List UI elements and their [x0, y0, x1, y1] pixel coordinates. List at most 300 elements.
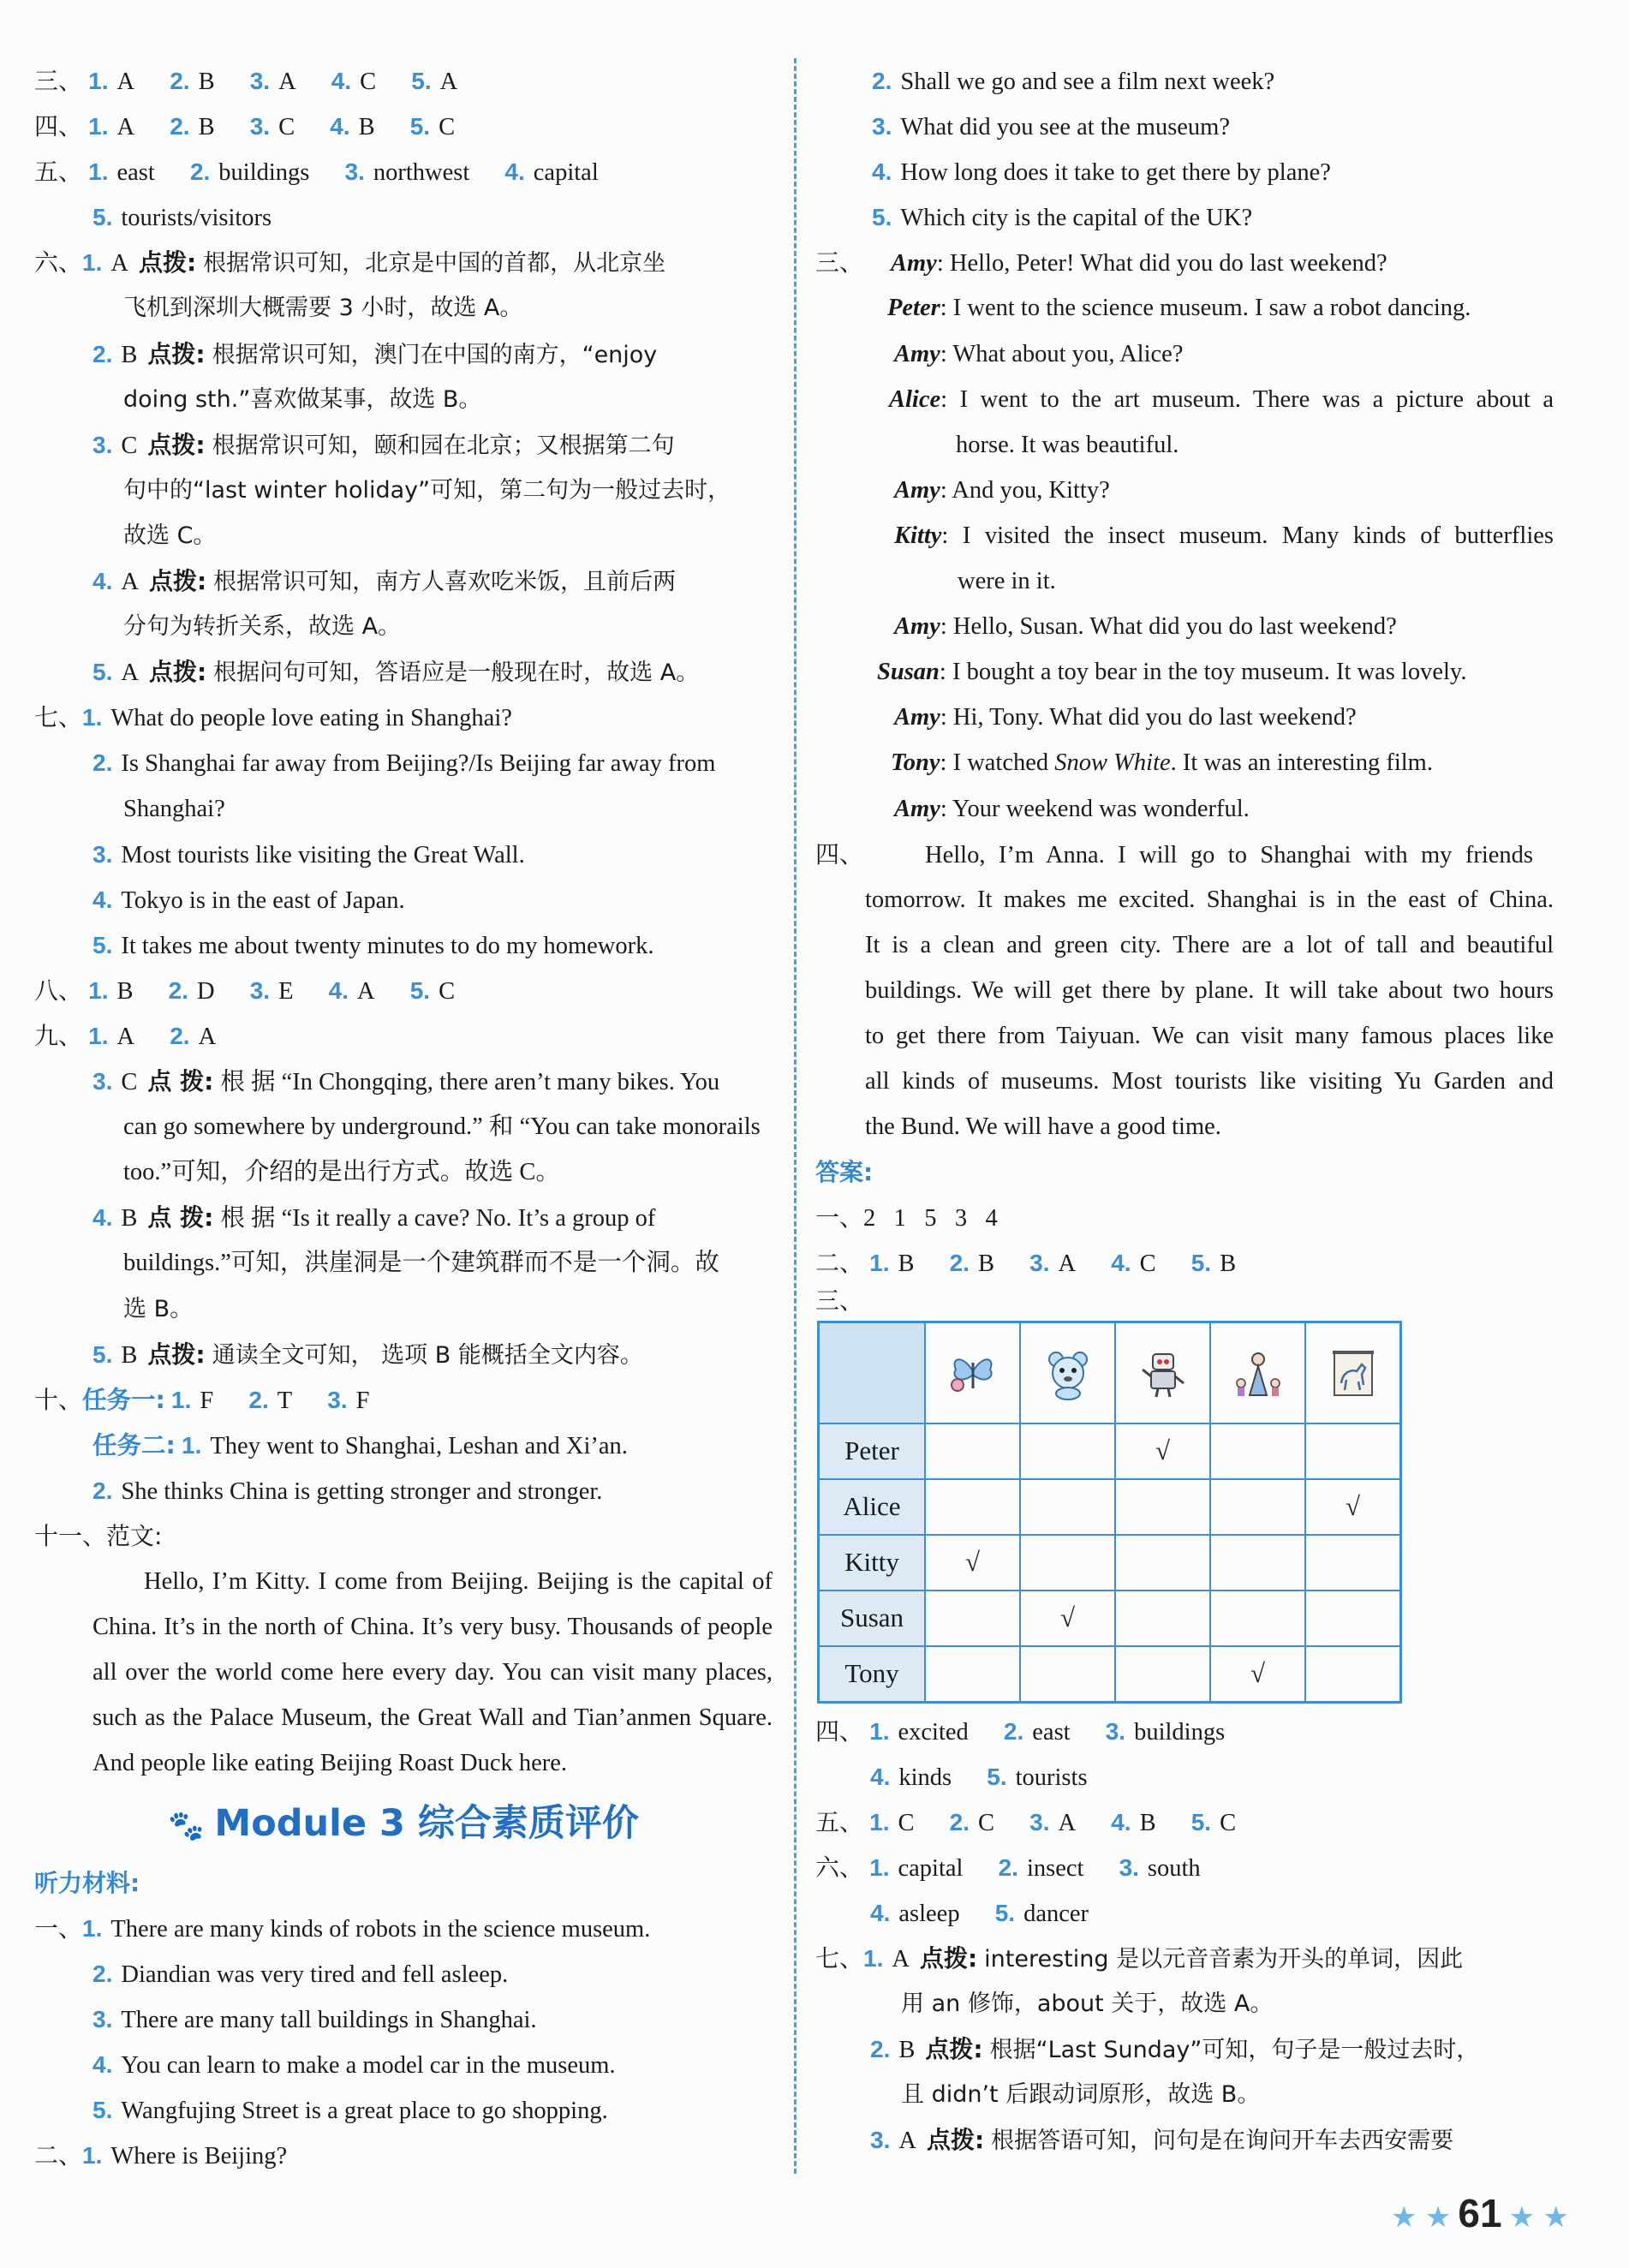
item-number: 3. — [249, 68, 271, 94]
hint-label: 点拨: — [925, 2035, 983, 2064]
star-icon: ★ ★ — [1390, 2201, 1452, 2234]
item-number: 1. — [869, 1853, 890, 1881]
answer: B — [116, 977, 134, 1005]
item-number: 4. — [1111, 1808, 1131, 1835]
check-cell — [1115, 1479, 1210, 1535]
item-number: 4. — [331, 68, 352, 94]
page-number — [1391, 2187, 1569, 2239]
answer: east — [1032, 1718, 1071, 1746]
answer: A — [116, 1023, 135, 1050]
check-cell — [1210, 1535, 1305, 1591]
answer: B — [978, 1250, 995, 1278]
page-number-text: 61 — [1458, 2191, 1502, 2235]
table-row — [819, 1479, 1401, 1535]
item-number: 1. — [182, 1431, 202, 1459]
answer: dancer — [1023, 1900, 1089, 1927]
answer: east — [116, 159, 155, 187]
answers-section-2 — [815, 1240, 1554, 1286]
section-number: 六、 — [815, 1853, 864, 1882]
row-name: Susan — [819, 1591, 926, 1646]
answer: What do people love eating in Shanghai? — [110, 705, 512, 732]
table-row — [819, 1535, 1401, 1591]
hint-text: 根据“Last Sunday”可知，句子是一般过去时， — [989, 2037, 1480, 2064]
item-number: 3. — [1105, 1717, 1126, 1745]
answer: F — [200, 1387, 214, 1414]
section-number: 三、 — [815, 1286, 864, 1315]
essay-line: China. It’s in the north of China. It’s very busy. Thousands of people — [92, 1614, 773, 1641]
item-number: 3. — [344, 158, 365, 186]
answer: tourists — [1015, 1764, 1088, 1791]
section-number: 四、 — [815, 839, 864, 868]
check-cell — [1305, 1591, 1401, 1646]
listening-dialogue — [815, 240, 1554, 831]
dialogue-text: : Your weekend was wonderful. — [940, 795, 1250, 822]
section-number: 十、 — [34, 1385, 83, 1414]
hint-text: 故选 C。 — [123, 522, 217, 549]
answer-table — [817, 1321, 1402, 1704]
answer: T — [277, 1387, 293, 1414]
answer: insect — [1026, 1854, 1084, 1882]
passage-line: buildings. We will get there by plane. It will take about two hours — [865, 976, 1554, 1004]
hint-text: 根据问句可知，答语应是一般现在时，故选 A。 — [213, 660, 700, 687]
item-number: 2. — [168, 976, 188, 1004]
item-number: 4. — [330, 113, 350, 140]
section-5-answers — [34, 149, 773, 194]
row-name: Kitty — [819, 1535, 926, 1591]
answer: A — [356, 977, 375, 1005]
hint-text: 通读全文可知， 选项 B 能概括全文内容。 — [212, 1341, 643, 1369]
item-number: 2. — [92, 1477, 113, 1504]
section-number: 三、 — [34, 67, 83, 95]
answer: A — [439, 69, 458, 95]
speaker: Amy — [894, 795, 940, 822]
answer: tourists/visitors — [121, 205, 272, 232]
dialogue-text: : I watched — [940, 749, 1055, 777]
answer: She thinks China is getting stronger and stronger. — [121, 1477, 603, 1505]
item-number: 5. — [994, 1899, 1016, 1926]
item-number: 2. — [170, 113, 190, 140]
check-cell — [925, 1646, 1020, 1703]
script-line: What did you see at the museum? — [900, 114, 1230, 141]
check-cell — [1305, 1423, 1401, 1479]
item-number: 2. — [92, 340, 113, 367]
item-number: 3. — [92, 840, 113, 868]
answers-section-7 — [815, 1936, 1554, 2163]
speaker: Amy — [894, 340, 940, 367]
section-number: 三、 — [815, 248, 864, 278]
section-number: 九、 — [34, 1021, 83, 1050]
item-number: 3. — [1119, 1853, 1139, 1881]
answer: C — [439, 977, 456, 1005]
dialogue-text: : Hello, Susan. What did you do last weekend? — [940, 613, 1397, 641]
check-cell — [1020, 1535, 1115, 1591]
table-corner — [819, 1322, 926, 1423]
item-number: 4. — [92, 886, 113, 913]
speaker: Susan — [877, 659, 940, 686]
answer: buildings — [1134, 1718, 1226, 1746]
answer: south — [1147, 1854, 1201, 1882]
item-number: 5. — [1190, 1808, 1212, 1835]
item-number: 5. — [92, 659, 113, 686]
dialogue-text: : I visited the insect museum. Many kinds of butterflies — [941, 522, 1554, 549]
answer: Tokyo is in the east of Japan. — [121, 886, 405, 914]
passage-line: to get there from Taiyuan. We can visit many famous places like — [865, 1022, 1554, 1049]
section-10-answers — [34, 1377, 773, 1513]
answer: D — [197, 977, 215, 1005]
section-number: 一、 — [34, 1913, 83, 1943]
hint-text: 根据常识可知，澳门在中国的南方，“enjoy — [212, 341, 658, 368]
hint-label: 点 拨: — [147, 1203, 214, 1232]
check-cell — [1020, 1423, 1115, 1479]
check-cell — [1115, 1646, 1210, 1703]
hint-label: 点拨: — [138, 248, 197, 278]
left-column — [34, 58, 773, 2178]
answer: Is Shanghai far away from Beijing?/Is Beijing far away from — [121, 750, 716, 778]
answers-section-1 — [815, 1195, 1554, 1240]
answer: capital — [898, 1854, 964, 1882]
answer: B — [1220, 1250, 1237, 1278]
listening-passage — [815, 832, 1554, 1150]
hint-text: 根据常识可知，北京是中国的首都，从北京坐 — [203, 250, 666, 278]
item-number: 4. — [92, 2050, 113, 2078]
hint-label: 点拨: — [147, 339, 206, 368]
item-number: 3. — [327, 1386, 348, 1413]
check-cell — [925, 1591, 1020, 1646]
section-9-answers — [34, 1013, 773, 1377]
item-number: 5. — [92, 2097, 113, 2124]
section-number: 七、 — [34, 703, 83, 732]
answer: A — [121, 660, 139, 687]
item-number: 5. — [1190, 1250, 1212, 1277]
answer: A — [278, 69, 296, 95]
item-number: 2. — [170, 1022, 190, 1049]
hint-text: 根据常识可知，颐和园在北京；又根据第二句 — [212, 432, 675, 459]
check-cell — [1210, 1479, 1305, 1535]
answer: C — [1220, 1809, 1237, 1836]
script-line: Wangfujing Street is a great place to go shopping. — [121, 2098, 608, 2125]
answer: 2 1 5 3 4 — [863, 1205, 998, 1232]
script-line: Shall we go and see a film next week? — [900, 69, 1275, 95]
answer: C — [898, 1809, 915, 1836]
hint-text: 根 据 “Is it really a cave? No. It’s a group of — [220, 1205, 656, 1232]
answer: B — [198, 69, 215, 95]
section-number: 五、 — [34, 158, 83, 187]
section-number: 五、 — [815, 1807, 864, 1836]
check-cell — [925, 1423, 1020, 1479]
essay-line: And people like eating Beijing Roast Duck here. — [92, 1750, 568, 1777]
passage-line: all kinds of museums. Most tourists like visiting Yu Garden and — [865, 1068, 1554, 1095]
passage-line: tomorrow. It makes me excited. Shanghai is in the east of China. — [865, 886, 1554, 913]
item-number: 5. — [92, 204, 113, 231]
answers-section-5 — [815, 1799, 1554, 1845]
row-name: Peter — [819, 1423, 926, 1479]
section-11-sample-essay — [34, 1513, 773, 1787]
item-number: 3. — [249, 976, 271, 1004]
film-title: Snow White — [1054, 749, 1171, 777]
section-8-answers — [34, 968, 773, 1013]
item-number: 2. — [872, 68, 892, 94]
answers-section-6 — [815, 1845, 1554, 1936]
item-number: 5. — [92, 931, 113, 958]
speaker: Amy — [894, 613, 940, 641]
hint-text: 根 据 “In Chongqing, there aren’t many bikes. You — [220, 1069, 720, 1096]
answer: A — [110, 250, 128, 278]
hint-text: 根据常识可知，南方人喜欢吃米饭，且前后两 — [213, 569, 677, 596]
answer: A — [121, 569, 139, 596]
check-cell — [1305, 1646, 1401, 1703]
snow-white-picture — [1210, 1322, 1305, 1423]
item-number: 1. — [88, 1022, 109, 1049]
listening-label: 听力材料: — [34, 1868, 140, 1897]
section-number: 八、 — [34, 976, 83, 1005]
hint-text: interesting 是以元音音素为开头的单词，因此 — [984, 1946, 1464, 1973]
hint-text: 分句为转折关系，故选 A。 — [123, 613, 402, 641]
hint-text: can go somewhere by underground.” 和 “You can take monorails — [123, 1113, 761, 1141]
section-number: 四、 — [34, 112, 83, 141]
listening-section-2-cont — [815, 58, 1554, 240]
item-number: 4. — [504, 158, 525, 186]
section-4-answers — [34, 104, 773, 149]
section-7-answers — [34, 695, 773, 968]
answer: C — [1139, 1250, 1156, 1278]
answer: asleep — [898, 1900, 960, 1927]
listening-material — [34, 1860, 773, 2179]
dialogue-text: : I went to the science museum. I saw a robot dancing. — [940, 295, 1471, 322]
check-cell — [1020, 1479, 1115, 1535]
section-5-answers-cont — [34, 194, 773, 240]
speaker: Amy — [891, 250, 937, 278]
hint-label: 点拨: — [147, 1340, 206, 1369]
item-number: 1. — [869, 1808, 890, 1835]
script-line: Diandian was very tired and fell asleep. — [121, 1961, 509, 1988]
answer: It takes me about twenty minutes to do my homework. — [121, 932, 654, 959]
script-line: Which city is the capital of the UK? — [900, 205, 1253, 232]
item-number: 2. — [170, 68, 190, 94]
item-number: 1. — [88, 68, 109, 94]
answer: They went to Shanghai, Leshan and Xi’an. — [210, 1432, 628, 1459]
answer: A — [116, 114, 135, 141]
answer: C — [360, 69, 377, 95]
answer: F — [355, 1387, 370, 1414]
essay-line: such as the Palace Museum, the Great Wall and Tian’anmen Square. — [92, 1704, 773, 1732]
hint-text: 用 an 修饰，about 关于，故选 A。 — [901, 1990, 1274, 2018]
check-cell: √ — [1210, 1646, 1305, 1703]
check-cell — [925, 1479, 1020, 1535]
dialogue-text: . It was an interesting film. — [1170, 749, 1433, 777]
item-number: 3. — [1029, 1250, 1050, 1277]
passage-line: the Bund. We will have a good time. — [865, 1113, 1221, 1141]
item-number: 5. — [92, 1340, 113, 1368]
essay-line: all over the world come here every day. You can visit many places, — [92, 1659, 773, 1686]
passage-line: It is a clean and green city. There are a lot of tall and beautiful — [865, 931, 1554, 958]
robot-picture — [1115, 1322, 1210, 1423]
dialogue-text: : I bought a toy bear in the toy museum. It was lovely. — [939, 659, 1467, 686]
section-number: 六、 — [34, 248, 83, 278]
answer: C — [121, 1069, 138, 1096]
section-number: 一、 — [815, 1203, 864, 1232]
check-cell — [1210, 1591, 1305, 1646]
answer: buildings — [218, 159, 310, 187]
module-title-text: Module 3 综合素质评价 — [214, 1801, 639, 1845]
dialogue-text: : What about you, Alice? — [940, 340, 1184, 367]
hint-text: 选 B。 — [123, 1295, 194, 1322]
item-number: 2. — [1003, 1717, 1024, 1745]
table-row — [819, 1423, 1401, 1479]
butterflies-picture — [925, 1322, 1020, 1423]
hint-label: 点拨: — [919, 1944, 978, 1973]
item-number: 2. — [92, 749, 113, 777]
section-number: 七、 — [815, 1944, 864, 1973]
module-title — [34, 1787, 773, 1860]
answer: A — [898, 2128, 916, 2155]
answer: B — [898, 1250, 915, 1278]
task-label: 任务二: — [92, 1430, 176, 1459]
answer: capital — [533, 159, 599, 187]
check-cell: √ — [1305, 1479, 1401, 1535]
horse-painting-picture — [1305, 1322, 1401, 1423]
section-number: 十一、范文: — [34, 1522, 163, 1550]
speaker: Tony — [891, 749, 940, 777]
item-number: 2. — [998, 1853, 1018, 1881]
answer: B — [1139, 1809, 1156, 1836]
essay-line: Hello, I’m Kitty. I come from Beijing. Beijing is the capital of — [144, 1568, 773, 1596]
answer: northwest — [373, 159, 470, 187]
check-cell: √ — [1020, 1591, 1115, 1646]
item-number: 3. — [92, 2005, 113, 2032]
check-cell — [1020, 1646, 1115, 1703]
check-cell — [1115, 1591, 1210, 1646]
answer: E — [278, 977, 294, 1005]
dialogue-text: were in it. — [958, 568, 1056, 595]
answer: B — [358, 114, 375, 141]
hint-text: doing sth.”喜欢做某事，故选 B。 — [123, 385, 482, 413]
item-number: 1. — [869, 1250, 890, 1277]
item-number: 3. — [92, 1068, 113, 1095]
item-number: 4. — [92, 568, 113, 595]
hint-text: 句中的“last winter holiday”可知，第二句为一般过去时， — [123, 476, 731, 504]
table-row — [819, 1591, 1401, 1646]
speaker: Alice — [889, 385, 941, 413]
dialogue-text: horse. It was beautiful. — [956, 431, 1179, 458]
item-number: 2. — [949, 1250, 970, 1277]
hint-text: buildings.”可知，洪崖洞是一个建筑群而不是一个洞。故 — [123, 1250, 719, 1277]
section-number: 二、 — [34, 2141, 83, 2170]
item-number: 1. — [82, 249, 103, 277]
hint-label: 点拨: — [148, 658, 207, 687]
item-number: 5. — [411, 68, 432, 94]
dialogue-text: : Hi, Tony. What did you do last weekend? — [940, 704, 1357, 731]
dialogue-text: : Hello, Peter! What did you do last weekend? — [936, 250, 1387, 278]
item-number: 2. — [870, 2036, 891, 2063]
check-cell — [1115, 1535, 1210, 1591]
item-number: 4. — [1111, 1250, 1131, 1277]
answer: B — [121, 1205, 138, 1232]
speaker: Peter — [887, 295, 940, 322]
dialogue-text: : And you, Kitty? — [940, 476, 1110, 504]
dialogue-text: : I went to the art museum. There was a picture about a — [940, 385, 1554, 413]
section-3-answers — [34, 58, 773, 104]
answer: excited — [898, 1718, 969, 1746]
answer: A — [198, 1023, 217, 1050]
hint-text: 飞机到深圳大概需要 3 小时，故选 A。 — [123, 295, 523, 322]
speaker: Amy — [894, 704, 940, 731]
item-number: 4. — [92, 1204, 113, 1232]
row-name: Tony — [819, 1646, 926, 1703]
table-header-row — [819, 1322, 1401, 1423]
hint-label: 点 拨: — [147, 1067, 214, 1096]
item-number: 4. — [328, 976, 349, 1004]
item-number: 4. — [872, 158, 892, 186]
item-number: 1. — [82, 1914, 103, 1942]
speaker: Amy — [894, 476, 940, 504]
item-number: 1. — [171, 1386, 192, 1413]
item-number: 2. — [92, 1960, 113, 1987]
star-icon: ★ ★ — [1508, 2201, 1569, 2234]
answers-section-3-heading — [815, 1286, 1554, 1316]
item-number: 5. — [987, 1763, 1007, 1790]
answer: B — [898, 2037, 916, 2064]
script-line: There are many tall buildings in Shanghai. — [121, 2006, 537, 2033]
script-line: You can learn to make a model car in the museum. — [121, 2051, 616, 2079]
answer: A — [1058, 1250, 1077, 1278]
item-number: 1. — [88, 113, 109, 140]
item-number: 2. — [248, 1386, 269, 1413]
answer: A — [1058, 1809, 1077, 1836]
table-row — [819, 1646, 1401, 1703]
check-cell — [1210, 1423, 1305, 1479]
item-number: 2. — [189, 158, 211, 186]
hint-label: 点拨: — [148, 567, 207, 596]
item-number: 1. — [82, 2142, 103, 2170]
answer: C — [439, 114, 456, 141]
check-cell: √ — [925, 1535, 1020, 1591]
item-number: 1. — [88, 158, 109, 186]
hint-text: 根据答语可知，问句是在询问开车去西安需要 — [991, 2128, 1454, 2155]
hint-text: too.”可知，介绍的是出行方式。故选 C。 — [123, 1159, 560, 1186]
answer: B — [198, 114, 215, 141]
answers-label: 答案: — [815, 1158, 874, 1187]
item-number: 4. — [870, 1899, 891, 1926]
task-label: 任务一: — [82, 1385, 165, 1414]
item-number: 3. — [870, 2127, 891, 2154]
section-6-answers — [34, 240, 773, 695]
script-line: How long does it take to get there by plane? — [900, 159, 1331, 187]
item-number: 3. — [249, 113, 271, 140]
item-number: 1. — [88, 976, 109, 1004]
section-number: 四、 — [815, 1716, 864, 1746]
hint-text: 且 didn’t 后跟动词原形，故选 B。 — [901, 2081, 1261, 2109]
item-number: 5. — [409, 976, 431, 1004]
check-cell: √ — [1115, 1423, 1210, 1479]
section-number: 二、 — [815, 1249, 864, 1278]
answer: A — [116, 69, 135, 95]
answers-section-4 — [815, 1709, 1554, 1799]
item-number: 1. — [869, 1717, 890, 1745]
speaker: Kitty — [894, 522, 942, 549]
answer: B — [121, 341, 138, 368]
check-cell — [1305, 1535, 1401, 1591]
item-number: 1. — [863, 1945, 884, 1972]
column-divider — [794, 58, 797, 2174]
passage-line: Hello, I’m Anna. I will go to Shanghai with my friends — [925, 841, 1533, 868]
item-number: 2. — [949, 1808, 970, 1835]
right-column — [815, 58, 1554, 2163]
answer: B — [121, 1341, 138, 1369]
answer: A — [892, 1946, 910, 1973]
item-number: 3. — [872, 113, 892, 140]
item-number: 3. — [1029, 1808, 1050, 1835]
answer: C — [121, 432, 138, 459]
